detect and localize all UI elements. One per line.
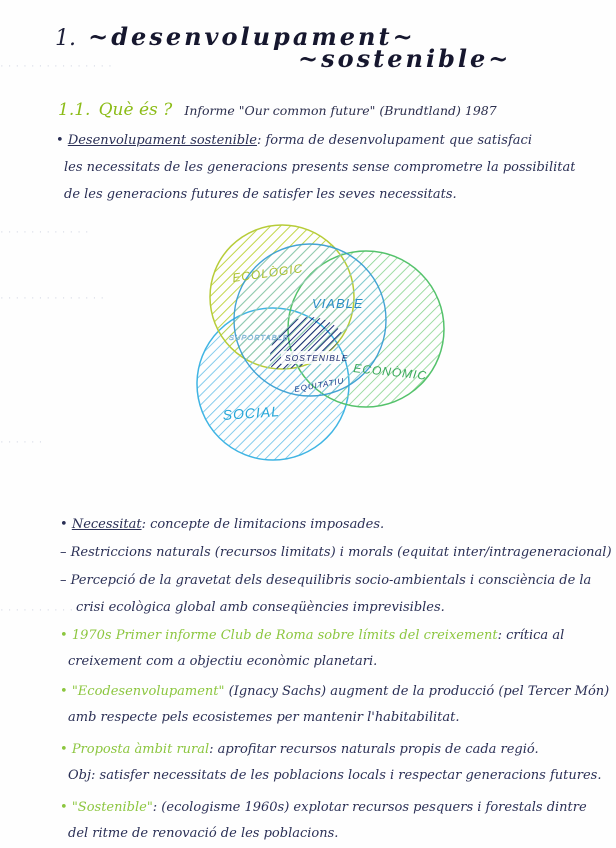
bullet-club-roma: • 1970s Primer informe Club de Roma sobre límits del creixement: crítica al bbox=[60, 628, 565, 643]
bullet-sostenible-head: "Sostenible" bbox=[71, 800, 153, 815]
section-question: Què és ? bbox=[98, 100, 173, 120]
bullet-sostenible-cont: del ritme de renovació de les poblacions. bbox=[68, 826, 339, 841]
title-number: 1. bbox=[55, 26, 76, 51]
section-heading bbox=[58, 100, 497, 120]
venn-label-suportable: SUPORTABLE bbox=[229, 333, 289, 342]
necessitat-item-3: crisi ecològica global amb conseqüències imprevisibles. bbox=[76, 600, 445, 615]
bullet-club-roma-head: 1970s Primer informe Club de Roma sobre límits del creixement bbox=[71, 628, 498, 643]
definition-line-3: de les generacions futures de satisfer les seves necessitats. bbox=[64, 187, 457, 202]
venn-diagram bbox=[185, 212, 447, 474]
bullet-ambit-rural: • Proposta àmbit rural: aprofitar recursos naturals propis de cada regió. bbox=[60, 742, 539, 757]
page-title-line2: ~sostenible~ bbox=[298, 44, 512, 73]
necessitat-item-1: – Restriccions naturals (recursos limitats) i morals (equitat inter/intrageneracional) bbox=[60, 545, 612, 560]
bullet-ecodesenvolupament-cont: amb respecte pels ecosistemes per mantenir l'habitabilitat. bbox=[68, 710, 460, 725]
section-number: 1.1. bbox=[58, 100, 91, 120]
bullet-ecodesenvolupament-head: "Ecodesenvolupament" bbox=[71, 684, 225, 699]
bullet-club-roma-cont: creixement com a objectiu econòmic planetari. bbox=[68, 654, 378, 669]
bullet-ambit-rural-cont: Obj: satisfer necessitats de les poblacions locals i respectar generacions futures. bbox=[68, 768, 602, 783]
venn-label-economic: ECONÒMIC bbox=[352, 361, 428, 383]
venn-label-sostenible: SOSTENIBLE bbox=[285, 353, 349, 363]
bullet-ambit-rural-head: Proposta àmbit rural bbox=[71, 742, 210, 757]
definition-line-1: • Desenvolupament sostenible: forma de desenvolupament que satisfaci bbox=[56, 133, 532, 148]
bullet-sostenible: • "Sostenible": (ecologisme 1960s) explotar recursos pesquers i forestals dintre bbox=[60, 800, 587, 815]
venn-label-viable: VIABLE bbox=[312, 296, 364, 311]
section-report: Informe "Our common future" (Brundtland) 1987 bbox=[184, 103, 497, 118]
venn-label-equitatiu: EQUITATIU bbox=[293, 376, 346, 394]
necessitat-line: • Necessitat: concepte de limitacions imposades. bbox=[60, 517, 385, 532]
necessitat-term: Necessitat bbox=[71, 517, 142, 532]
venn-label-ecologic: ECOLÒGIC bbox=[231, 261, 305, 285]
necessitat-item-2: – Percepció de la gravetat dels desequilibris socio-ambientals i consciència de la bbox=[60, 573, 592, 588]
bullet-ecodesenvolupament: • "Ecodesenvolupament" (Ignacy Sachs) augment de la producció (pel Tercer Món) bbox=[60, 684, 610, 699]
title-line1: ~desenvolupament~ bbox=[88, 22, 416, 51]
venn-label-social: SOCIAL bbox=[222, 403, 281, 423]
definition-line-2: les necessitats de les generacions presents sense comprometre la possibilitat bbox=[64, 160, 576, 175]
notebook-page: · · · · · · · · · · · · · · · · · · · · · · · · · · · · · · · · · · · · · · · · · · · · · · · · · · · · · · · · · · · · · · 1. ~desenvolupament~ ~sostenible~ 1.1. Què és ? Informe "Our common future" (Brundtland) 1987 • Desenvolupament sostenible: forma de desenvolupament que satisfaci les necessitats de les generacions presents sense comprometre la possibilitat de les generacions futures de satisfer les seves necessitats. ECOLÒGIC VIABLE ECONÒMIC SOCIAL SUPORTABLE SOSTENIBLE EQUITATIU • Necessitat: concepte de limitacions imposades. – Restriccions naturals (recursos limitats) i morals (equitat inter/intrageneracional) – Percepció de la gravetat dels desequilibris socio-ambientals i consciència de la crisi ecològica global amb conseqüències imprevisibles. • 1970s Primer informe Club de Roma sobre límits del creixement: crítica al creixement com a objectiu econòmic planetari. • "Ecodesenvolupament" (Ignacy Sachs) augment de la producció (pel Tercer Món) amb respecte pels ecosistemes per mantenir l'habitabilitat. • Proposta àmbit rural: aprofitar recursos naturals propis de cada regió. Obj: satisfer necessitats de les poblacions locals i respectar generacions futures. • "Sostenible": (ecologisme 1960s) explotar recursos pesquers i forestals dintre del ritme de renovació de les poblacions. bbox=[0, 0, 616, 848]
definition-term: Desenvolupament sostenible bbox=[67, 133, 257, 148]
